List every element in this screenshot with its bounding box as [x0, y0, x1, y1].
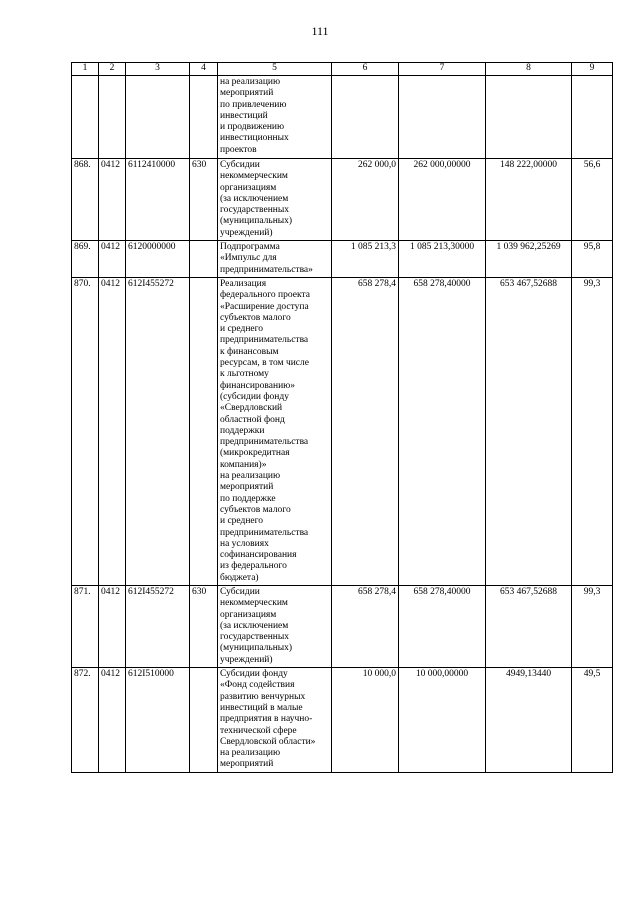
row-section-code: 0412 [99, 277, 126, 585]
row-target-code: 6112410000 [126, 159, 190, 241]
row-plan-value: 658 278,4 [332, 585, 399, 667]
row-description: Реализация федерального проекта «Расширение доступа субъектов малого и среднего предпринимательства к финансовым ресурсам, в том числе к льготному финансированию» (субсидии фонду «Свердловский областной фонд поддержки предпринимательства (микрокредитная компания)» на реализацию мероприятий по поддержке субъектов малого и среднего предпринимательства на условиях софинансирования из федерального бюджета) [218, 277, 332, 585]
table-row [72, 277, 613, 585]
col-header: 4 [190, 63, 218, 76]
row-percent: 99,3 [572, 277, 613, 585]
row-type-code: 630 [190, 159, 218, 241]
row-percent: 99,3 [572, 585, 613, 667]
table-row [72, 241, 613, 278]
row-target-code: 6120000000 [126, 241, 190, 278]
row-refined-value: 1 085 213,30000 [399, 241, 486, 278]
table-row [72, 668, 613, 773]
col-header: 9 [572, 63, 613, 76]
row-executed-value: 653 467,52688 [486, 277, 572, 585]
row-description: Субсидии некоммерческим организациям (за исключением государственных (муниципальных) учреждений) [218, 159, 332, 241]
col-header: 7 [399, 63, 486, 76]
col-header: 8 [486, 63, 572, 76]
row-plan-value: 1 085 213,3 [332, 241, 399, 278]
row-description: Субсидии некоммерческим организациям (за исключением государственных (муниципальных) учреждений) [218, 585, 332, 667]
row-number: 869. [72, 241, 99, 278]
row-plan-value: 10 000,0 [332, 668, 399, 773]
table-row [72, 585, 613, 667]
budget-table [71, 62, 613, 773]
row-description: Субсидии фонду «Фонд содействия развитию венчурных инвестиций в малые предприятия в научно- технической сфере Свердловской области» на реализацию мероприятий [218, 668, 332, 773]
row-percent: 56,6 [572, 159, 613, 241]
row-type-code: 630 [190, 585, 218, 667]
row-refined-value: 658 278,40000 [399, 277, 486, 585]
row-refined-value: 262 000,00000 [399, 159, 486, 241]
row-executed-value: 148 222,00000 [486, 159, 572, 241]
page-number: 111 [311, 24, 329, 38]
row-number: 871. [72, 585, 99, 667]
row-target-code: 612I455272 [126, 277, 190, 585]
col-header: 2 [99, 63, 126, 76]
col-header: 5 [218, 63, 332, 76]
row-percent: 95,8 [572, 241, 613, 278]
row-target-code: 612I455272 [126, 585, 190, 667]
row-section-code: 0412 [99, 585, 126, 667]
row-percent: 49,5 [572, 668, 613, 773]
table-row-continuation [72, 76, 613, 159]
row-plan-value: 658 278,4 [332, 277, 399, 585]
col-header: 3 [126, 63, 190, 76]
row-refined-value: 10 000,00000 [399, 668, 486, 773]
row-section-code: 0412 [99, 668, 126, 773]
col-header: 1 [72, 63, 99, 76]
row-description: Подпрограмма «Импульс для предпринимательства» [218, 241, 332, 278]
table-row [72, 159, 613, 241]
row-description: на реализацию мероприятий по привлечению инвестиций и продвижению инвестиционных проектов [218, 76, 332, 159]
row-executed-value: 4949,13440 [486, 668, 572, 773]
row-number: 872. [72, 668, 99, 773]
row-number: 870. [72, 277, 99, 585]
row-type-code [190, 668, 218, 773]
row-section-code: 0412 [99, 241, 126, 278]
row-target-code: 612I510000 [126, 668, 190, 773]
col-header: 6 [332, 63, 399, 76]
row-type-code [190, 241, 218, 278]
row-type-code [190, 277, 218, 585]
row-section-code: 0412 [99, 159, 126, 241]
row-executed-value: 1 039 962,25269 [486, 241, 572, 278]
row-plan-value: 262 000,0 [332, 159, 399, 241]
header-row [72, 63, 613, 76]
row-refined-value: 658 278,40000 [399, 585, 486, 667]
row-executed-value: 653 467,52688 [486, 585, 572, 667]
row-number: 868. [72, 159, 99, 241]
